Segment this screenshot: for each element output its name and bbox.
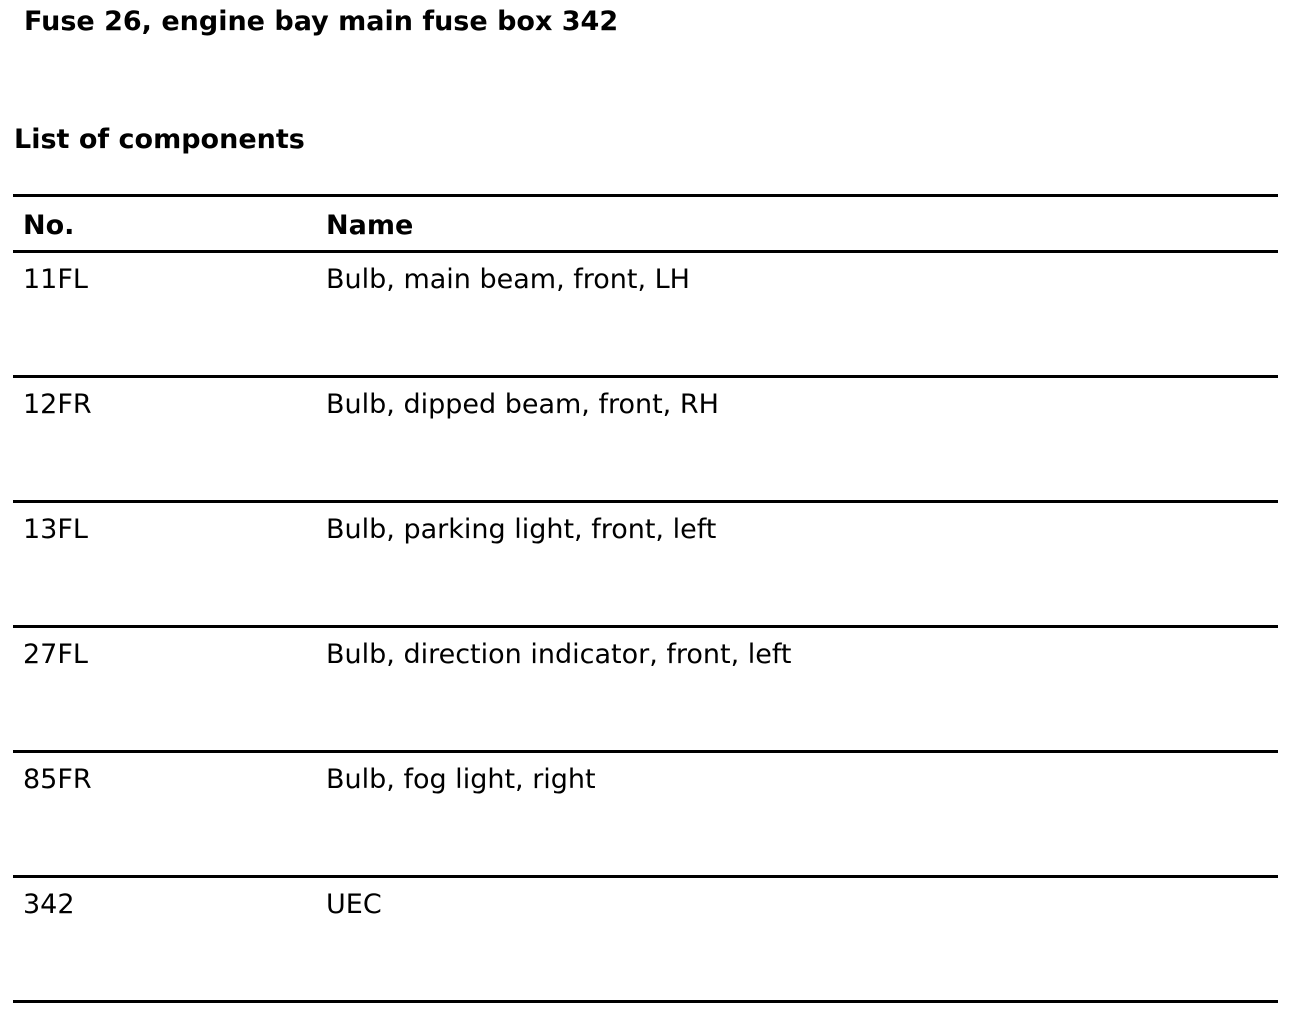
column-header-no: No. bbox=[23, 210, 75, 241]
component-name: Bulb, parking light, front, left bbox=[326, 514, 717, 545]
table-row bbox=[13, 878, 1278, 1003]
table-row bbox=[13, 503, 1278, 628]
component-number: 342 bbox=[23, 889, 75, 920]
column-header-name: Name bbox=[326, 210, 414, 241]
component-name: Bulb, dipped beam, front, RH bbox=[326, 389, 719, 420]
component-number: 27FL bbox=[23, 639, 88, 670]
table-row bbox=[13, 253, 1278, 378]
table-row bbox=[13, 753, 1278, 878]
document-title: Fuse 26, engine bay main fuse box 342 bbox=[24, 6, 619, 37]
section-title: List of components bbox=[14, 124, 305, 155]
components-table bbox=[13, 194, 1278, 1003]
component-name: Bulb, fog light, right bbox=[326, 764, 596, 795]
component-name: UEC bbox=[326, 889, 382, 920]
component-number: 11FL bbox=[23, 264, 88, 295]
component-name: Bulb, main beam, front, LH bbox=[326, 264, 690, 295]
component-name: Bulb, direction indicator, front, left bbox=[326, 639, 792, 670]
table-row bbox=[13, 628, 1278, 753]
table-header-row bbox=[13, 197, 1278, 253]
table-row bbox=[13, 378, 1278, 503]
component-number: 12FR bbox=[23, 389, 92, 420]
component-number: 85FR bbox=[23, 764, 92, 795]
component-number: 13FL bbox=[23, 514, 88, 545]
